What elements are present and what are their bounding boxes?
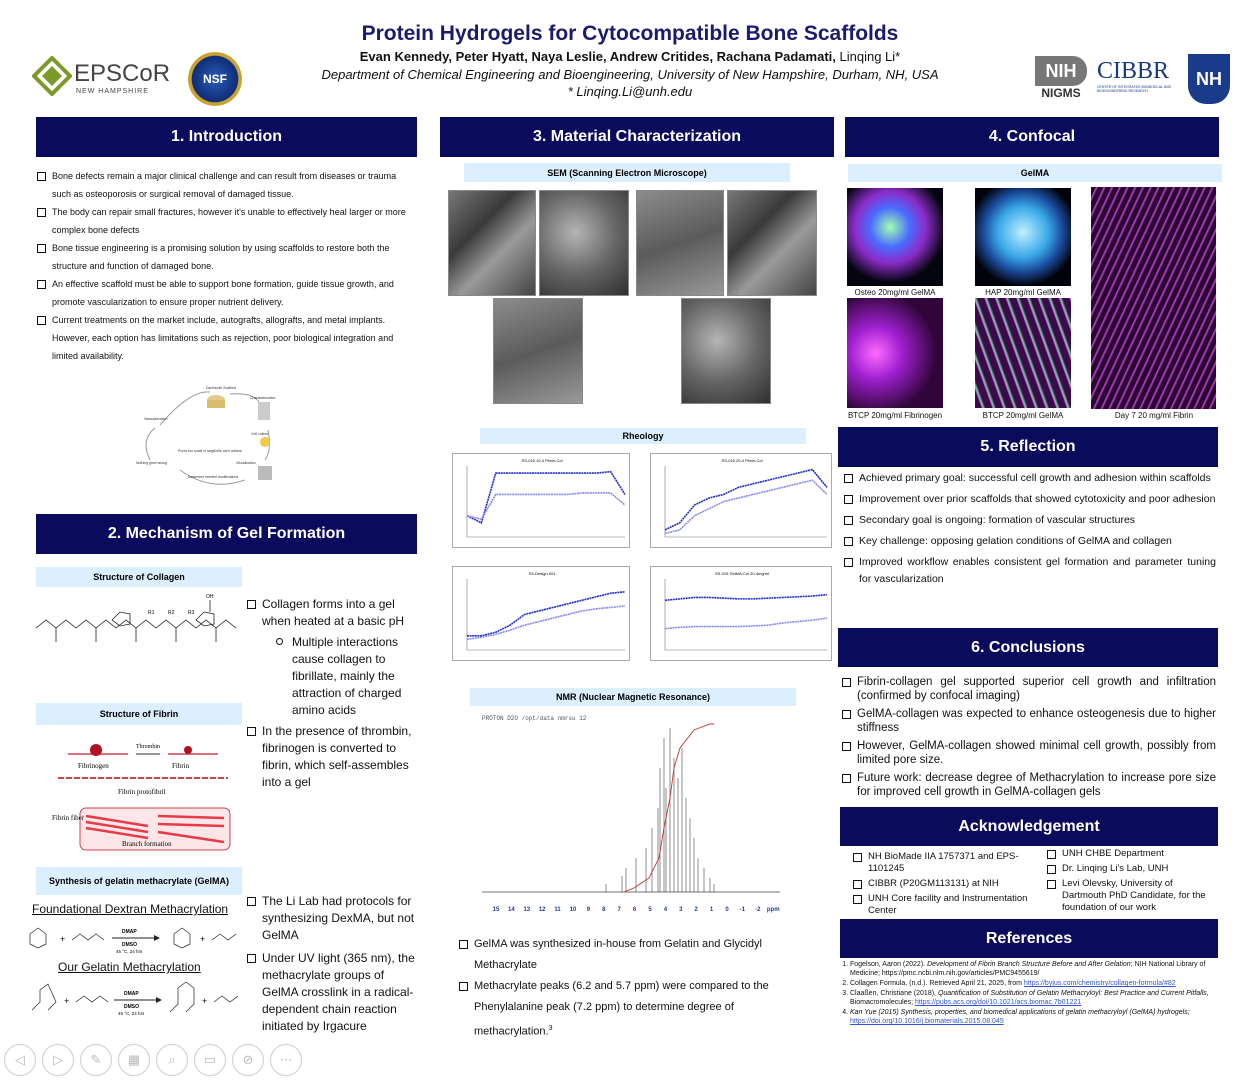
chart-series-line [467, 592, 625, 636]
zoom-button[interactable] [156, 1044, 188, 1076]
caption: Osteo 20mg/ml GelMA [854, 288, 936, 297]
list-item: GelMA was synthesized in-house from Gelatin and Glycidyl Methacrylate [458, 934, 790, 976]
arrow-right-icon: ▷ [53, 1052, 63, 1067]
svg-text:Fibrin: Fibrin [172, 762, 190, 770]
list-item: Multiple interactions cause collagen to fibrillate, mainly the attraction of charged amino acids [292, 634, 418, 719]
references-heading: References [840, 919, 1218, 958]
nmr-tick-label: 1 [709, 907, 714, 913]
nsf-logo: NSF [188, 52, 242, 106]
list-item: CIBBR (P20GM113131) at NIH [852, 878, 1034, 890]
chart-title: SS-Design-001 [528, 571, 556, 576]
collagen-structure-diagram [32, 590, 244, 665]
svg-text:45 °C, 24 hrs: 45 °C, 24 hrs [116, 949, 143, 954]
nmr-tick-label: 14 [508, 907, 515, 913]
acknowledgement-left [852, 851, 1034, 920]
list-item: Secondary goal is ongoing: formation of vascular structures [843, 512, 1216, 529]
caption: BTCP 20mg/ml Fibrinogen [847, 411, 943, 420]
nmr-tick-label: 10 [569, 907, 577, 913]
reference-item: 3. Claaßen, Christiane (2018), Quantification of Substitution of Gelatin Methacryloyl: Best Practice and Current Pitfalls, Biomacromolecules; https://pubs.acs.org/doi/10.1021/acs.biomac.7b01221 [850, 989, 1218, 1007]
svg-text:OH: OH [206, 594, 214, 600]
slideshow-toolbar [4, 1044, 302, 1076]
list-item: The body can repair small fractures, however it's unable to effectively heal larger or more complex bone defects [36, 203, 414, 239]
chart-title: SS-016 10-4 Fibrin-Col [521, 458, 563, 463]
svg-text:Cells can't adhere: Cells can't adhere [214, 449, 242, 453]
slides-button[interactable] [118, 1044, 150, 1076]
pen-icon: ✎ [90, 1052, 102, 1067]
svg-text:Branch formation: Branch formation [122, 840, 172, 848]
chart-series-line [665, 595, 827, 601]
visualization-icon [258, 466, 272, 480]
acknowledgement-heading: Acknowledgement [840, 807, 1218, 846]
svg-text:Characterization: Characterization [250, 396, 276, 400]
list-item: UNH Core facility and Instrumentation Center [852, 893, 1034, 917]
conclusions-heading: 6. Conclusions [838, 628, 1218, 667]
list-item: Bone defects remain a major clinical challenge and can result from diseases or trauma such as osteoporosis or surgical removal of damaged tissue. [36, 167, 414, 203]
nih-logo: NIH NIGMS [1035, 56, 1091, 106]
rheology-chart-4 [650, 566, 832, 661]
svg-text:+: + [64, 996, 70, 1006]
reference-link[interactable]: https://doi.org/10.1016/j.biomaterials.2015.08.045 [850, 1018, 1004, 1025]
chart-series-line [665, 618, 827, 629]
sem-image [636, 190, 724, 296]
svg-text:Fibrinogen: Fibrinogen [78, 762, 109, 770]
fibrin-structure-diagram [48, 736, 238, 854]
list-item: UNH CHBE Department [1046, 848, 1214, 860]
intro-heading: 1. Introduction [36, 117, 417, 157]
svg-text:45 °C, 24 hrs: 45 °C, 24 hrs [118, 1011, 145, 1016]
sem-image [539, 190, 629, 296]
nmr-tick-label: ppm [766, 907, 780, 913]
list-item: Fibrin-collagen gel supported superior cell growth and infiltration (confirmed by confocal imaging) [841, 675, 1216, 703]
magnifier-icon: ⌕ [168, 1052, 176, 1067]
collagen-notes [246, 596, 418, 795]
reference-item: 1. Fogelson, Aaron (2022). Development of Fibrin Branch Structure Before and After Gelation; NIH National Library of Medicine; https://pmc.ncbi.nlm.nih.gov/articles/PMC9455619/ [850, 960, 1218, 978]
chart-title: SS-015 GelMA-Col 20-4mg/ml [714, 571, 770, 576]
arrow-left-icon: ◁ [15, 1052, 25, 1067]
subtitles-icon: ▭ [203, 1052, 217, 1067]
confocal-image-hap [975, 188, 1071, 286]
svg-text:DMAP: DMAP [122, 929, 137, 935]
chart-title: SS-016 20-4 Fibrin-Col [721, 458, 763, 463]
svg-text:Fibrin fiber: Fibrin fiber [52, 814, 85, 822]
svg-text:+: + [200, 934, 206, 944]
fibrin-subheading: Structure of Fibrin [36, 703, 242, 725]
svg-text:R3: R3 [188, 610, 195, 616]
sem-image [448, 190, 536, 296]
chart-axis [665, 579, 827, 650]
nmr-tick-label: 0 [725, 907, 729, 913]
list-item: In the presence of thrombin, fibrinogen is converted to fibrin, which self-assembles into a gel [246, 723, 418, 791]
rheology-chart-3 [452, 566, 630, 661]
epscor-logo: EPSCoR NEW HAMPSHIRE [32, 54, 182, 104]
list-item: The Li Lab had protocols for synthesizing DexMA, but not GelMA [246, 893, 418, 944]
svg-text:R1: R1 [148, 610, 155, 616]
cell-culture-icon [260, 437, 270, 447]
sem-image [493, 298, 583, 404]
list-item: Dr. Linqing Li's Lab, UNH [1046, 863, 1214, 875]
nmr-tick-label: -1 [739, 907, 746, 913]
list-item: Levi Olevsky, University of Dartmouth PhD Candidate, for the foundation of our work [1046, 878, 1214, 914]
svg-text:Determine needed modifications: Determine needed modifications [188, 475, 239, 479]
rheology-chart-1 [452, 453, 630, 548]
svg-text:Fibrin protofibril: Fibrin protofibril [118, 788, 166, 796]
confocal-image-btcp-fibrinogen [847, 298, 943, 408]
svg-text:Cell culture: Cell culture [251, 432, 269, 436]
caption: Day 7 20 mg/ml Fibrin [1114, 411, 1194, 420]
nmr-tick-label: 4 [663, 907, 668, 913]
chart-series-line [665, 470, 827, 530]
nmr-tick-label: 3 [679, 907, 683, 913]
nmr-subheading: NMR (Nuclear Magnetic Resonance) [470, 688, 796, 706]
pen-button[interactable] [80, 1044, 112, 1076]
acknowledgement-right [1046, 848, 1214, 917]
list-item: NH BioMade IIA 1757371 and EPS-1101245 [852, 851, 1034, 875]
reflection-list [843, 470, 1216, 592]
svg-text:Nothing grew wrong: Nothing grew wrong [136, 461, 168, 465]
cibbr-logo: CIBBR CENTER OF INTEGRATED BIOMEDICAL AND BIOENGINEERING RESEARCH [1097, 58, 1172, 93]
nmr-tick-label: 5 [648, 907, 652, 913]
nmr-tick-label: 13 [523, 907, 531, 913]
chart-axis [665, 466, 827, 537]
nmr-tick-label: -2 [755, 907, 761, 913]
chart-series-line [665, 480, 827, 533]
more-options-button[interactable] [270, 1044, 302, 1076]
confocal-heading: 4. Confocal [845, 117, 1219, 157]
gelma-subheading: Synthesis of gelatin methacrylate (GelMA) [36, 867, 242, 895]
gelma-confocal-subheading: GelMA [848, 164, 1222, 182]
reference-item: 2. Collagen Formula. (n.d.). Retrieved April 21, 2025, from https://byjus.com/chemistry/collagen-formula/#82 [850, 979, 1218, 988]
nmr-tick-label: 11 [554, 907, 561, 913]
microscope-icon [258, 402, 270, 420]
confocal-image-btcp-gelma [975, 298, 1071, 408]
sem-subheading: SEM (Scanning Electron Microscope) [464, 163, 790, 182]
camera-button[interactable] [232, 1044, 264, 1076]
collagen-subheading: Structure of Collagen [36, 567, 242, 587]
references-list [838, 960, 1218, 1027]
dextran-label: Foundational Dextran Methacrylation [32, 902, 229, 916]
previous-slide-button[interactable] [4, 1044, 36, 1076]
reference-item: 4. Kan Yue (2015) Synthesis, properties, and biomedical applications of gelatin methacryloyl (GelMA) hydrogels; https://doi.org/10.1016/j.biomaterials.2015.08.045 [850, 1008, 1218, 1026]
department: Department of Chemical Engineering and Bioengineering, University of New Hampshire, Durham, NH, USA [321, 67, 939, 82]
subtitles-button[interactable] [194, 1044, 226, 1076]
list-item: Current treatments on the market include, autografts, allografts, and metal implants. However, each option has limitations such as rejection, poor biological integration and limited availability. [36, 311, 414, 365]
rheology-subheading: Rheology [480, 428, 806, 444]
nmr-tick-label: 15 [492, 907, 500, 913]
caption: BTCP 20mg/ml GelMA [982, 411, 1064, 420]
svg-text:Vascularization: Vascularization [144, 417, 168, 421]
reference-link[interactable]: https://pubs.acs.org/doi/10.1021/acs.biomac.7b01221 [914, 999, 1082, 1006]
list-item: Future work: decrease degree of Methacrylation to increase pore size for improved cell growth in GelMA-collagen gels [841, 771, 1216, 799]
nmr-tick-label: 7 [617, 907, 621, 913]
list-item: Collagen forms into a gel when heated at a basic pH Multiple interactions cause collagen to fibrillate, mainly the attraction of charged amino acids [246, 596, 418, 719]
epscor-mark-icon [32, 56, 72, 96]
svg-text:Thrombin: Thrombin [136, 744, 160, 750]
confocal-image-fibrin-day7 [1091, 187, 1216, 409]
more-icon: ⋯ [279, 1052, 293, 1067]
nmr-spectrum [474, 708, 786, 936]
svg-text:Pores too small or large: Pores too small or large [178, 449, 215, 453]
list-item: However, GelMA-collagen showed minimal cell growth, possibly from limited pore size. [841, 739, 1216, 767]
authors: Evan Kennedy, Peter Hyatt, Naya Leslie, Andrew Critides, Rachana Padamati, Linqing Li* [359, 49, 901, 64]
svg-text:DMSO: DMSO [122, 942, 137, 948]
list-item: Improvement over prior scaffolds that showed cytotoxicity and poor adhesion [843, 491, 1216, 508]
list-item: GelMA-collagen was expected to enhance osteogenesis due to higher stiffness [841, 707, 1216, 735]
svg-text:Dartmouth Scaffold: Dartmouth Scaffold [206, 386, 236, 390]
intro-list [36, 167, 414, 365]
conclusions-list [841, 675, 1216, 803]
caption: HAP 20mg/ml GelMA [985, 288, 1061, 297]
chart-series-line [467, 493, 625, 519]
svg-text:+: + [202, 996, 208, 1006]
svg-text:DMAP: DMAP [124, 991, 139, 997]
svg-text:+: + [60, 934, 66, 944]
sem-image [681, 298, 771, 404]
gelatin-reaction [24, 980, 244, 1020]
list-item: Bone tissue engineering is a promising solution by using scaffolds to restore both the structure and function of damaged bone. [36, 239, 414, 275]
nmr-tick-label: 8 [602, 907, 606, 913]
email: * Linqing.Li@unh.edu [567, 84, 693, 99]
list-item: An effective scaffold must be able to support bone formation, guide tissue growth, and promote vascularization to ensure proper nutrient delivery. [36, 275, 414, 311]
chart-series-line [467, 472, 625, 523]
confocal-image-osteo [847, 188, 943, 286]
nmr-tick-label: 12 [538, 907, 546, 913]
nmr-tick-label: 9 [586, 907, 591, 913]
svg-text:PROTON D2O /opt/data nmrsu 12: PROTON D2O /opt/data nmrsu 12 [482, 715, 587, 722]
list-item: Key challenge: opposing gelation conditions of GelMA and collagen [843, 533, 1216, 550]
nmr-tick-label: 2 [694, 907, 698, 913]
material-heading: 3. Material Characterization [440, 117, 834, 157]
unh-logo: NH [1188, 54, 1230, 104]
reflection-heading: 5. Reflection [838, 427, 1218, 467]
list-item: Under UV light (365 nm), the methacrylate groups of GelMA crosslink in a radical-dependent chain reaction initiated by Irgacure [246, 950, 418, 1035]
slides-icon: ▦ [127, 1052, 141, 1067]
svg-text:Visualization: Visualization [236, 461, 256, 465]
chart-series-line [467, 606, 625, 639]
nmr-tick-label: 6 [632, 907, 637, 913]
dextran-reaction [24, 920, 244, 956]
scaffold-cycle-diagram [130, 380, 290, 500]
mechanism-heading: 2. Mechanism of Gel Formation [36, 514, 417, 554]
reference-link[interactable]: https://byjus.com/chemistry/collagen-formula/#82 [1023, 980, 1176, 987]
camera-off-icon: ⊘ [242, 1052, 254, 1067]
rheology-chart-2 [650, 453, 832, 548]
list-item: Improved workflow enables consistent gel formation and parameter tuning for vascularization [843, 554, 1216, 588]
gelatin-label: Our Gelatin Methacrylation [58, 960, 201, 974]
list-item: Methacrylate peaks (6.2 and 5.7 ppm) were compared to the Phenylalanine peak (7.2 ppm) to determine degree of methacrylation.$^3$ [458, 976, 790, 1043]
list-item: Achieved primary goal: successful cell growth and adhesion within scaffolds [843, 470, 1216, 487]
nmr-integral-curve [624, 724, 714, 892]
sem-image [727, 190, 817, 296]
gelma-notes [246, 893, 418, 1039]
next-slide-button[interactable] [42, 1044, 74, 1076]
material-notes [458, 934, 790, 1043]
chart-axis [467, 579, 625, 650]
poster-title: Protein Hydrogels for Cytocompatible Bone Scaffolds [361, 22, 899, 45]
svg-text:DMSO: DMSO [124, 1004, 139, 1010]
svg-text:R2: R2 [168, 610, 175, 616]
